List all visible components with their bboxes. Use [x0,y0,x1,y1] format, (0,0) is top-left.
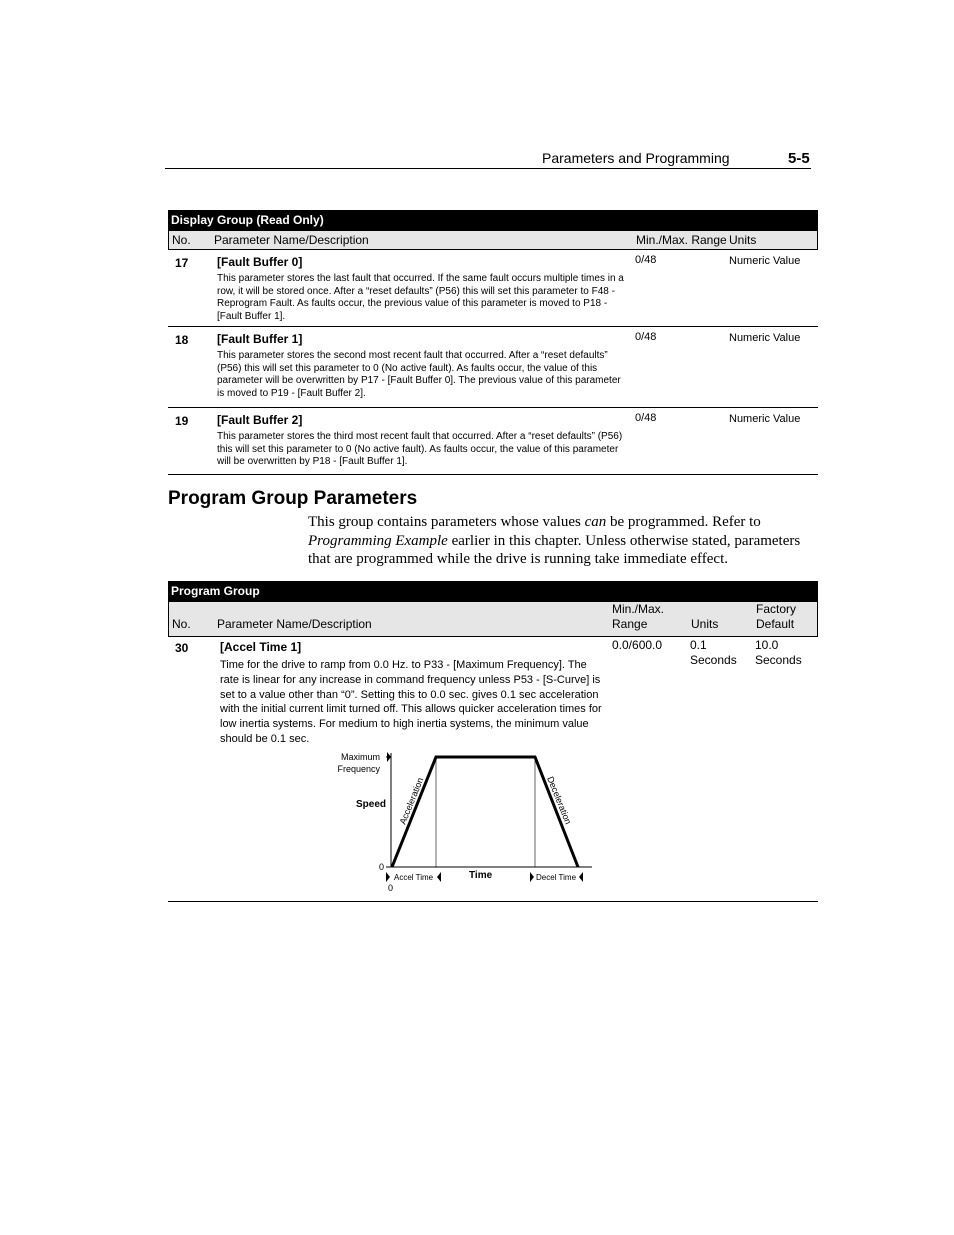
header-rule [165,168,811,169]
decel-time-label: Decel Time [536,873,577,882]
max-frequency-arrow-icon [387,752,391,762]
param-description: This parameter stores the second most recent fault that occurred. After a “reset defaults” (P56) this will set this parameter to 0 (No active fault). As faults occur, the value of this parameter will be overwritten by P17 - [Fault Buffer 0]. The previous value of this parameter is moved to P19 - [Fault Buffer 2]. [217,350,621,399]
max-frequency-label: Frequency [337,764,380,774]
default-value: 10.0 [755,638,779,652]
param-range: 0.0/600.0 [612,638,663,652]
accel-time-end-arrow-icon [437,872,441,882]
header-name: Parameter Name/Description [214,233,369,247]
table-row [168,327,818,408]
intro-text: earlier in this chapter. Unless otherwise stated, parameters that are programmed while the drive is running take immediate effect. [308,532,801,567]
running-header-title: Parameters and Programming [542,150,730,166]
units-value: 0.1 [690,638,707,652]
param-number: 17 [175,256,189,270]
table-row [168,408,818,475]
page-number: 5-5 [788,150,810,167]
intro-emphasis: Programming Example [308,532,448,549]
param-units: Numeric Value [729,255,801,267]
table-header-row [168,231,818,250]
speed-profile-line [392,757,578,867]
header-range-line1: Min./Max. [612,602,665,616]
param-name: [Fault Buffer 1] [217,332,303,346]
table-header-row [168,602,818,637]
param-range: 0/48 [635,412,657,424]
header-no: No. [172,617,191,631]
zero-x-label: 0 [388,883,394,893]
decel-time-start-arrow-icon [530,872,534,882]
table-row [168,250,818,327]
units-label: Seconds [690,653,737,667]
accel-time-start-arrow-icon [386,872,390,882]
param-description: Time for the drive to ramp from 0.0 Hz. to P33 - [Maximum Frequency]. The rate is linear for any increase in command frequency unless P53 - [S-Curve] is set to a value other than “0”. Setting this to 0.0 sec. gives 0.1 sec acceleration with the initial current limit turned off. This allows quicker acceleration times for low inertia systems. For medium to high inertia systems, the minimum value should be 0.1 sec. [220,659,602,745]
decel-time-end-arrow-icon [579,872,583,882]
accel-time-label: Accel Time [394,873,434,882]
param-name: [Fault Buffer 0] [217,255,303,269]
param-range: 0/48 [635,254,657,266]
intro-text: be programmed. Refer to [606,514,761,530]
param-name: [Accel Time 1] [220,640,302,654]
param-number: 18 [175,333,189,347]
speed-label: Speed [355,799,386,810]
header-default-line2: Default [756,617,795,631]
header-range: Min./Max. Range [636,233,727,247]
accel-decel-diagram [330,745,600,895]
header-units: Units [729,233,757,247]
header-range-line2: Range [612,617,648,631]
max-frequency-label: Maximum [340,752,380,762]
param-units: Numeric Value [729,332,801,344]
param-number: 19 [175,414,189,428]
table-title: Program Group [168,581,818,602]
section-heading: Program Group Parameters [168,488,418,509]
table-title: Display Group (Read Only) [168,210,818,231]
param-units: Numeric Value [729,413,801,425]
time-axis-label: Time [469,870,493,881]
intro-emphasis: can [584,514,607,530]
intro-text: This group contains parameters whose values [308,514,585,530]
deceleration-label: Deceleration [545,775,574,826]
header-units: Units [691,617,719,631]
header-no: No. [172,233,191,247]
param-range: 0/48 [635,331,657,343]
table-bottom-rule [168,901,818,902]
header-name: Parameter Name/Description [217,617,372,631]
param-description: This parameter stores the third most recent fault that occurred. After a “reset defaults” (P56) this will set this parameter to 0 (No active fault). As faults occur, the value of this parameter will be overwritten by P18 - [Fault Buffer 1]. [217,431,623,467]
param-default [755,638,815,668]
param-name: [Fault Buffer 2] [217,413,303,427]
param-description: This parameter stores the last fault that occurred. If the same fault occurs multiple times in a row, it will be stored once. After a “reset defaults” (P56) this will set this parameter to F48 - Reprogram Fault. As faults occur, the previous value of this parameter is moved to P18 - [Fault Buffer 1]. [217,273,624,322]
zero-y-label: 0 [378,862,384,872]
acceleration-label: Acceleration [397,776,426,826]
header-default-line1: Factory [756,602,797,616]
param-units [690,638,750,668]
intro-paragraph [308,513,818,569]
default-label: Seconds [755,653,802,667]
param-number: 30 [175,641,189,655]
display-group-table [168,210,818,475]
